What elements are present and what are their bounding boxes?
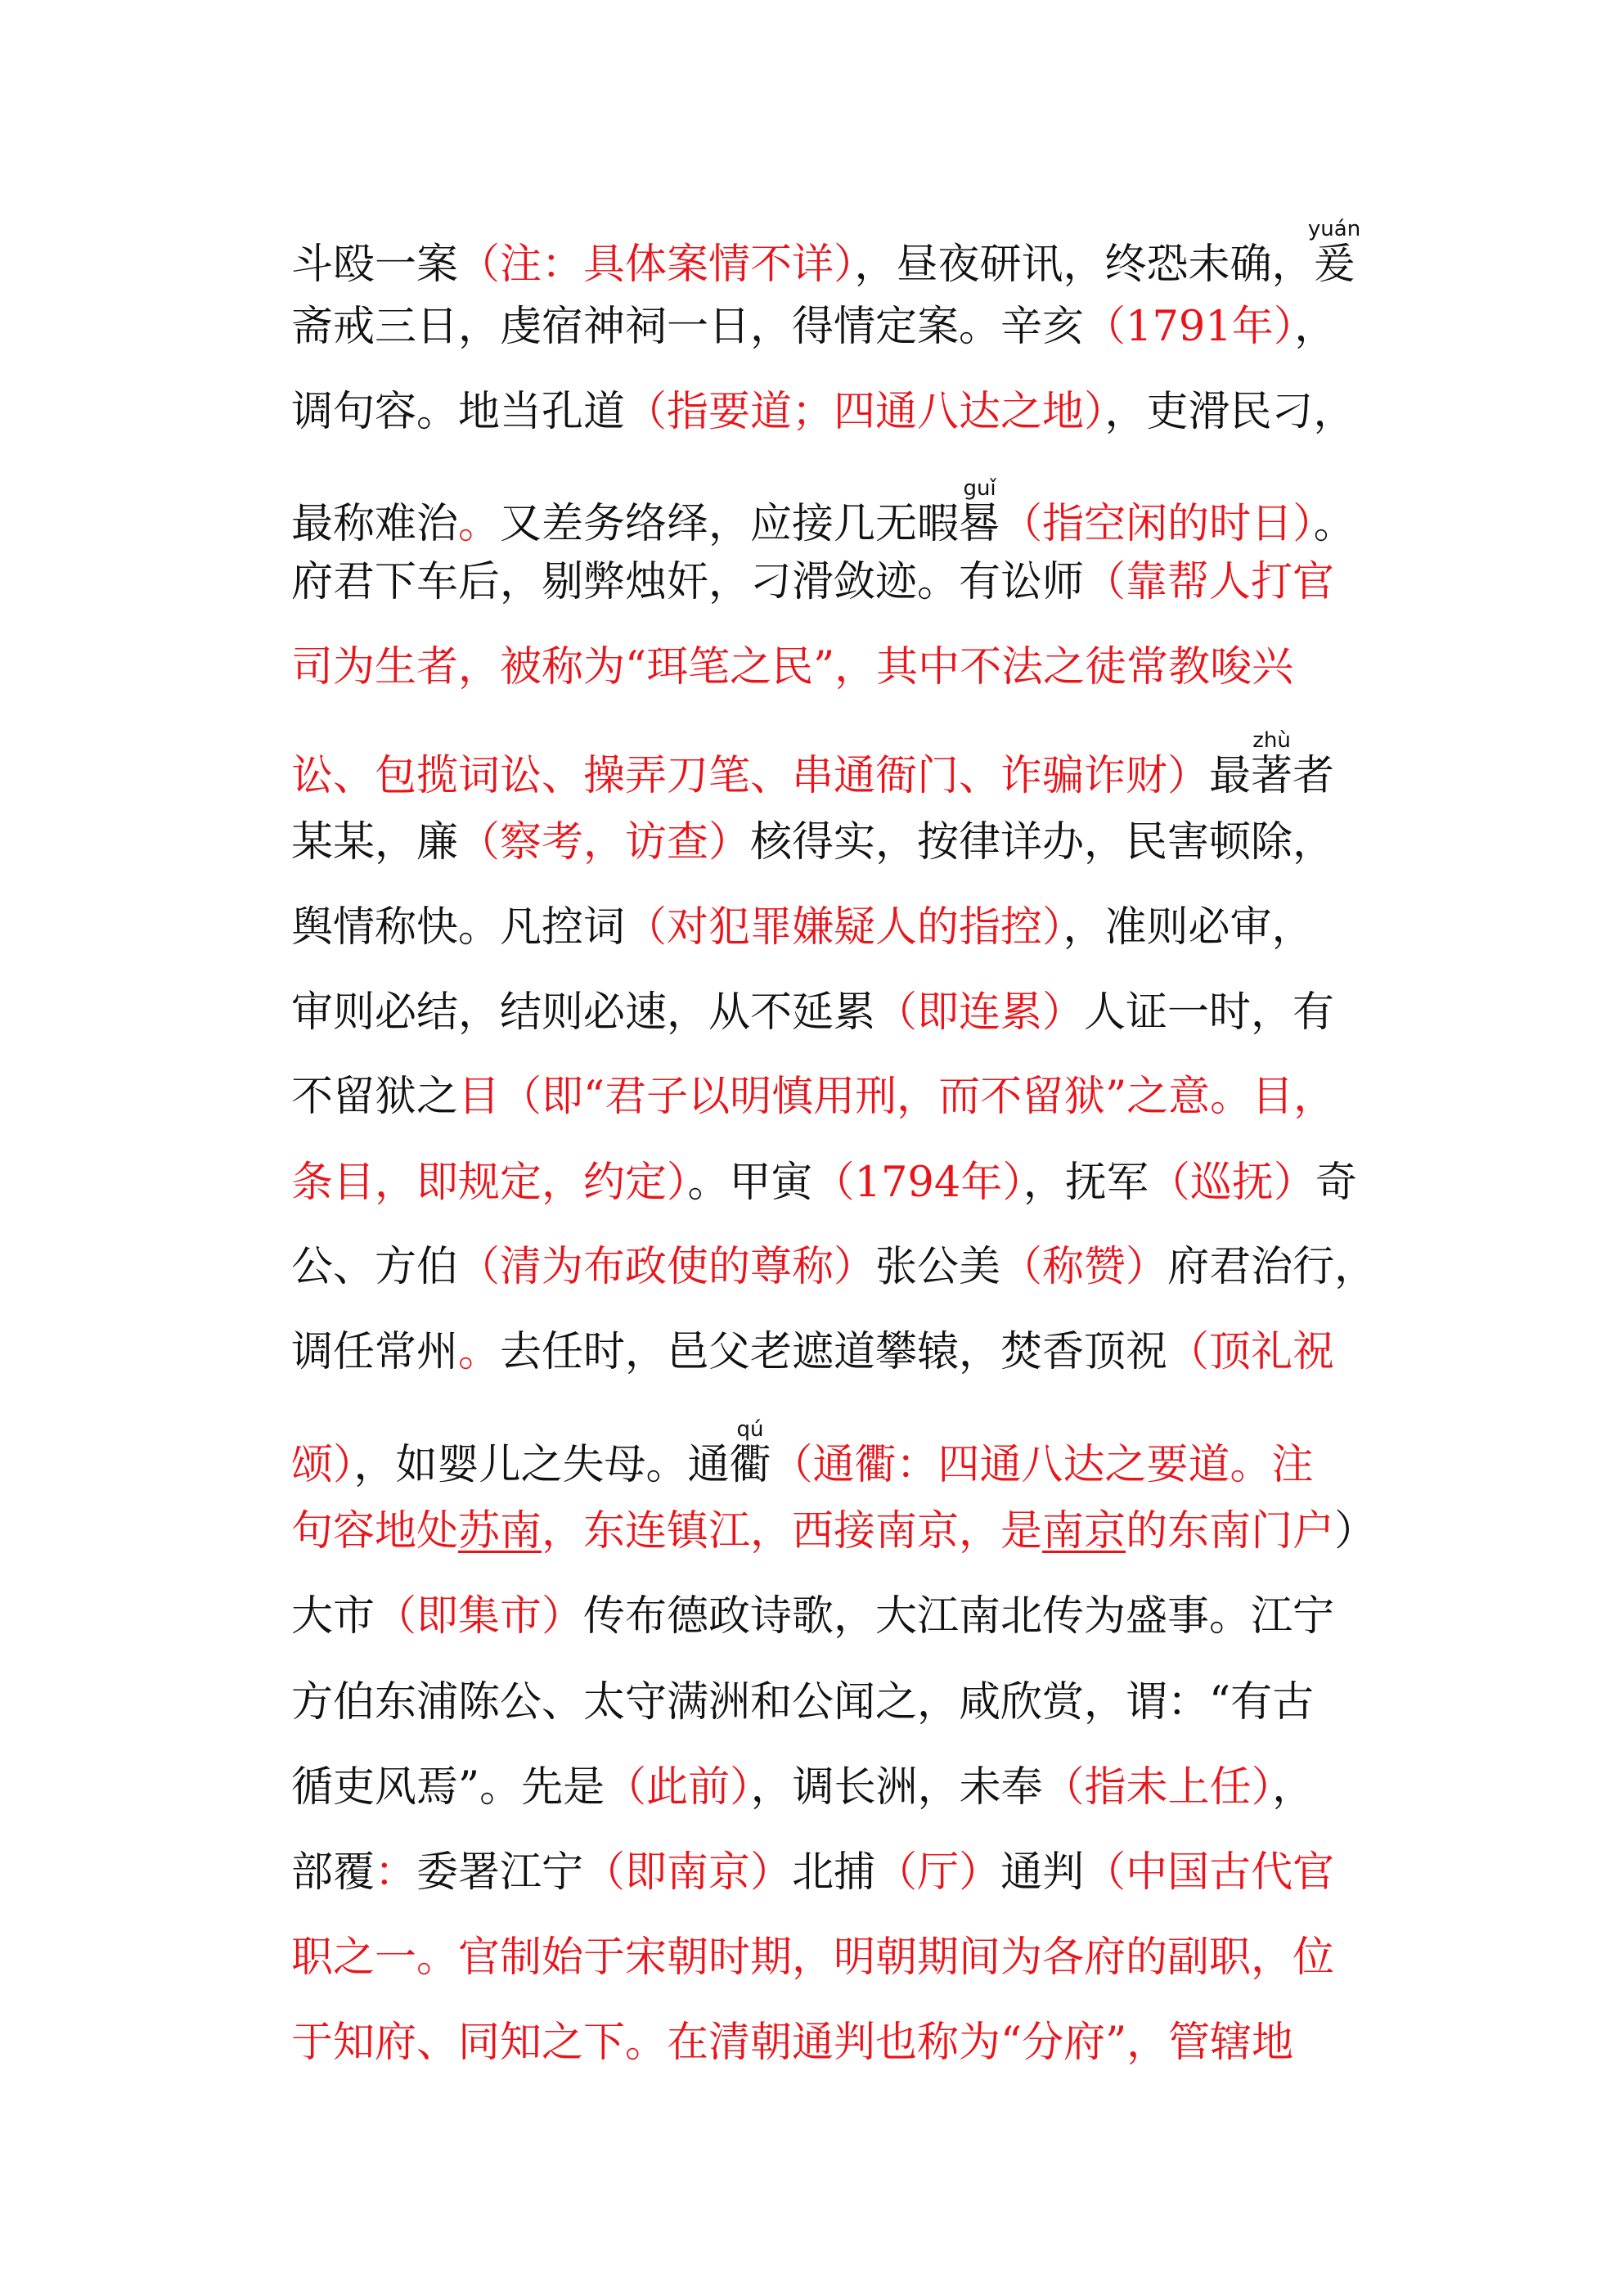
annotation-text: 于知府、同知之下。在清朝通判也称为“分府”，管辖地 [291, 2019, 1294, 2067]
body-text: ，调长洲，未奉 [750, 1763, 1043, 1812]
body-text: 。 [1313, 500, 1355, 548]
body-text: ， [1294, 303, 1337, 351]
body-text: 去任时，邑父老遮道攀辕，焚香顶祝 [500, 1328, 1168, 1376]
ruby-base: 著 [1251, 752, 1293, 800]
annotation-text: （顶礼祝 [1167, 1328, 1335, 1376]
body-text: 公、方伯 [291, 1243, 459, 1291]
annotation-text: 讼、包揽词讼、操弄刀笔、串通衙门、诈骗诈财） [291, 752, 1210, 800]
body-text: 部覆 [291, 1848, 375, 1897]
text-line [291, 1324, 1379, 1381]
text-line [291, 1759, 1379, 1817]
text-line [291, 814, 1379, 871]
annotation-text: （指未上任） [1042, 1763, 1273, 1812]
annotation-text: （1791年） [1084, 303, 1295, 351]
annotation-text: 的东南门户 [1126, 1507, 1335, 1555]
annotation-text: 条目，即规定，约定） [291, 1159, 688, 1207]
annotation-text: （即集市） [375, 1592, 584, 1641]
annotation-text: （厅） [875, 1848, 1001, 1897]
body-text: 核得实，按律详办，民害顿除， [750, 818, 1335, 867]
ruby-char [959, 476, 1001, 548]
annotation-text: 句容地处 [291, 1507, 459, 1555]
annotation-text: （即南京） [583, 1848, 793, 1897]
ruby-char [1251, 728, 1293, 800]
annotation-text: 南京 [1042, 1507, 1126, 1555]
body-text: 调句容。地当孔道 [291, 388, 626, 436]
annotation-text: 职之一。官制始于宋朝时期，明朝期间为各府的副职，位 [291, 1934, 1335, 1982]
text-line [291, 1844, 1379, 1902]
body-text: 斗殴一案 [291, 241, 459, 289]
body-text: 委署江宁 [416, 1848, 584, 1897]
ruby-char [1307, 217, 1361, 289]
pinyin-annotation: zhù [1251, 728, 1293, 753]
body-text: 审则必结，结则必速，从不延累 [291, 988, 876, 1037]
body-text: 通判 [1000, 1848, 1085, 1897]
body-text: 人证一时，有 [1084, 988, 1335, 1037]
ruby-base: 爰 [1307, 241, 1361, 289]
annotation-text: （即连累） [875, 988, 1085, 1037]
annotation-text: （对犯罪嫌疑人的指控） [625, 903, 1063, 952]
annotation-text: （巡抚） [1148, 1159, 1315, 1207]
text-line [291, 899, 1379, 957]
annotation-text: ，东连镇江，西接南京，是 [542, 1507, 1043, 1555]
ruby-base: 衢 [729, 1441, 771, 1489]
pinyin-annotation: qú [729, 1417, 771, 1442]
body-text: ，如婴儿之失母。通 [353, 1441, 730, 1489]
annotation-text: （清为布政使的尊称） [458, 1243, 876, 1291]
body-text: ） [1334, 1507, 1377, 1555]
annotation-text: 苏南 [458, 1507, 542, 1555]
text-line [291, 554, 1379, 611]
annotation-text: （靠帮人打官 [1084, 558, 1335, 606]
ruby-base: 晷 [959, 500, 1001, 548]
body-text: 府君下车后，剔弊烛奸，刁滑敛迹。有讼师 [291, 558, 1085, 606]
annotation-text: （察考，访查） [458, 818, 751, 867]
annotation-text: ： [375, 1848, 417, 1897]
text-line [291, 1239, 1379, 1296]
body-text: 奇 [1315, 1159, 1357, 1207]
body-text: 循吏风焉”。先是 [291, 1763, 605, 1812]
annotation-text: （称赞） [1000, 1243, 1168, 1291]
body-text: 又差务络绎，应接几无暇 [500, 500, 960, 548]
body-text: ，昼夜研讯，终恐未确， [854, 241, 1314, 289]
text-line [291, 1503, 1379, 1560]
body-text: 。甲寅 [687, 1159, 813, 1207]
text-line [291, 1929, 1379, 1987]
text-line [291, 2015, 1379, 2072]
body-text: 最称难治 [291, 500, 459, 548]
text-line [291, 639, 1379, 696]
text-line [291, 1417, 1379, 1494]
text-line [291, 984, 1379, 1042]
body-text: 传布德政诗歌，大江南北传为盛事。江宁 [583, 1592, 1335, 1641]
annotation-text: （指空闲的时日） [1000, 500, 1314, 548]
text-line [291, 219, 1379, 294]
annotation-text: 颂） [291, 1441, 354, 1489]
body-text: 某某，廉 [291, 818, 459, 867]
text-line [291, 1155, 1379, 1212]
body-text: 府君治行， [1167, 1243, 1377, 1291]
body-text: ，抚军 [1023, 1159, 1149, 1207]
annotation-text: （通衢：四通八达之要道。注 [771, 1441, 1314, 1489]
annotation-text: （注：具体案情不详） [458, 241, 855, 289]
text-line [291, 728, 1379, 805]
pinyin-annotation: yuán [1307, 217, 1361, 241]
body-text: 方伯东浦陈公、太守满洲和公闻之，咸欣赏，谓：“有古 [291, 1678, 1315, 1727]
text-line [291, 1588, 1379, 1645]
body-text: 调任常州 [291, 1328, 459, 1376]
annotation-text: 司为生者，被称为“珥笔之民”，其中不法之徒常教唆兴 [291, 643, 1294, 691]
body-text: 大市 [291, 1592, 375, 1641]
annotation-text: （此前） [605, 1763, 751, 1812]
text-line [291, 476, 1379, 553]
text-line [291, 299, 1379, 356]
body-text: 斋戒三日，虔宿神祠一日，得情定案。辛亥 [291, 303, 1085, 351]
annotation-text: （指要道；四通八达之地） [625, 388, 1105, 436]
annotation-text: 。 [458, 1328, 501, 1376]
body-text: 者 [1293, 752, 1335, 800]
body-text: ，吏滑民刁， [1104, 388, 1355, 436]
body-text: 北捕 [792, 1848, 876, 1897]
text-line [291, 1069, 1379, 1126]
text-line [291, 1674, 1379, 1731]
annotation-text: 。 [458, 500, 501, 548]
annotation-text: 目（即“君子以明慎用刑，而不留狱”之意。目， [458, 1073, 1336, 1121]
body-text: 最 [1209, 752, 1252, 800]
body-text: 不留狱之 [291, 1073, 459, 1121]
pinyin-annotation: guǐ [959, 476, 1001, 501]
body-text: ，准则必审， [1063, 903, 1314, 952]
ruby-char [729, 1417, 771, 1489]
body-text: 舆情称快。凡控词 [291, 903, 626, 952]
body-text: ， [1272, 1763, 1315, 1812]
text-line [291, 384, 1379, 441]
annotation-text: （中国古代官 [1084, 1848, 1335, 1897]
annotation-text: （1794年） [812, 1159, 1023, 1207]
body-text: 张公美 [875, 1243, 1001, 1291]
